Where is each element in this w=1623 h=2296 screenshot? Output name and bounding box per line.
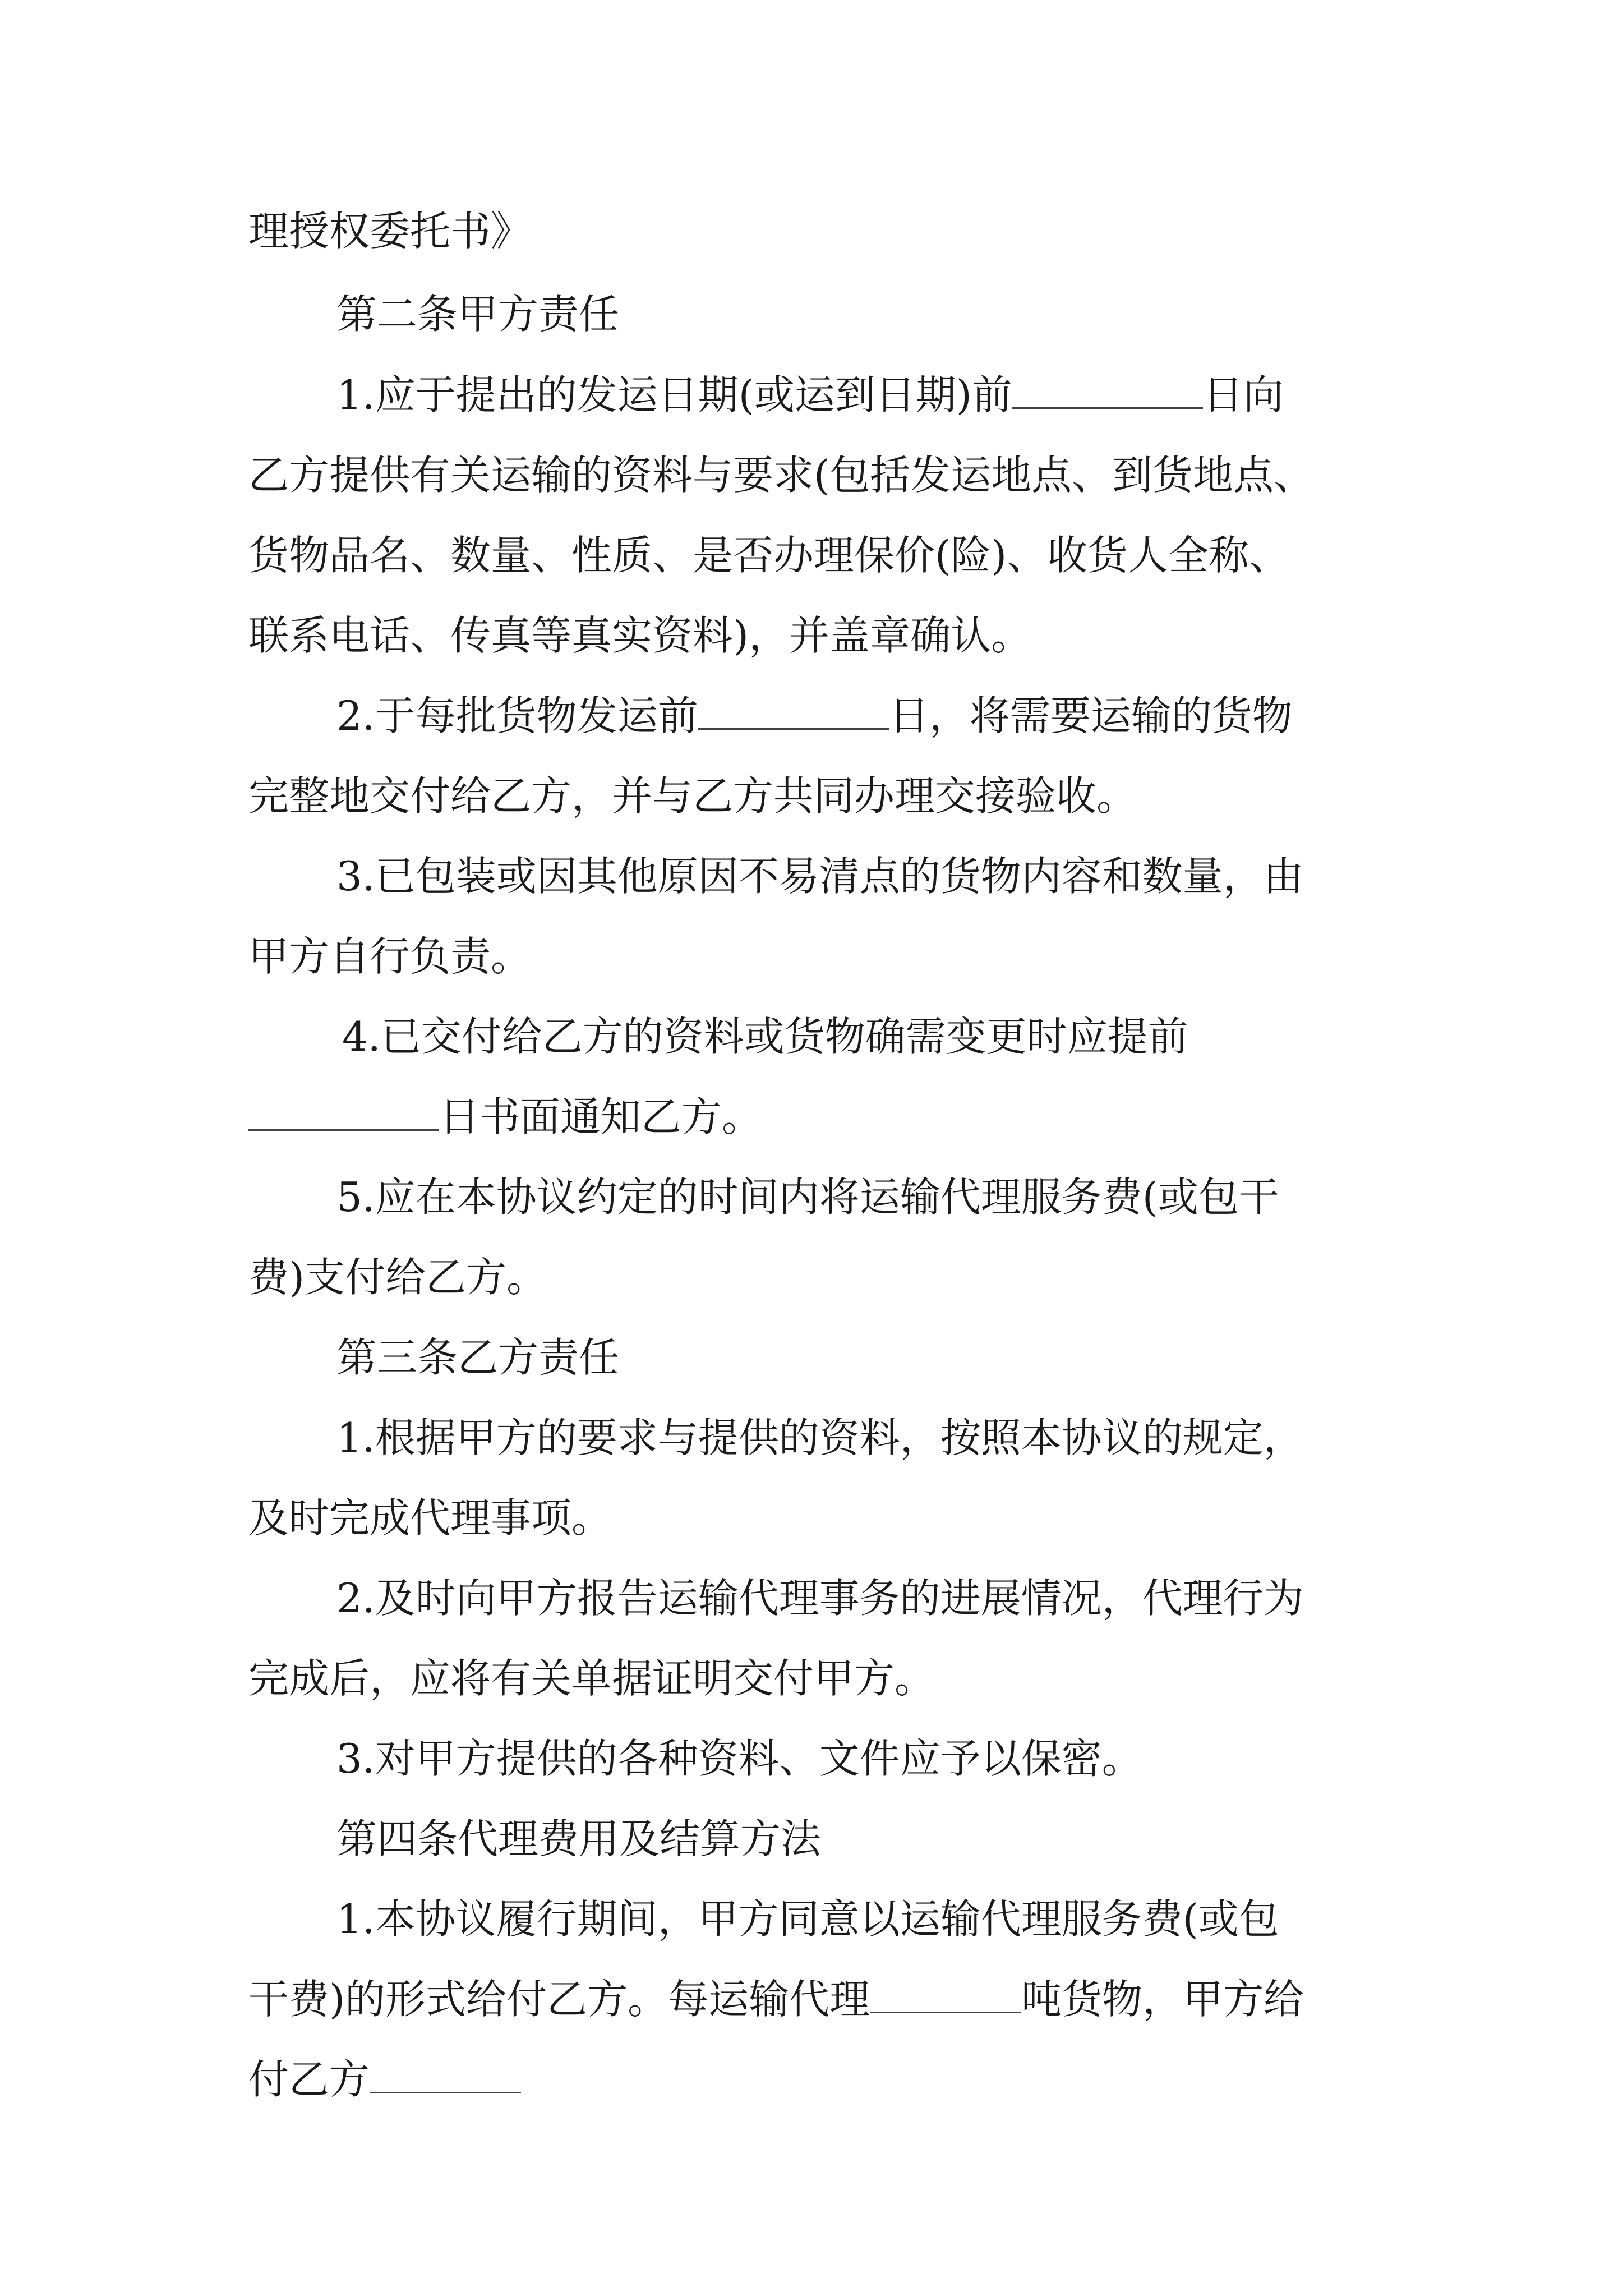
text-line [248,1089,762,1145]
text-span: 及时完成代理事项。 [248,1494,612,1542]
text-span: 第三条乙方责任 [336,1334,620,1381]
text-span: 第四条代理费用及结算方法 [336,1815,822,1862]
text-line [336,1410,1304,1466]
text-span: 1.本协议履行期间，甲方同意以运输代理服务费(或包 [336,1895,1279,1943]
text-line [336,688,1293,744]
text-span: 日向 [1202,371,1284,418]
text-line [336,1570,1304,1626]
text-span: 日书面通知乙方。 [439,1093,763,1140]
text-span: 吨货物，甲方给 [1021,1976,1304,2023]
text-line [336,367,1284,423]
fill-blank [248,1089,439,1131]
section-heading [336,1811,821,1867]
text-span: 5.应在本协议约定的时间内将运输代理服务费(或包干 [336,1174,1279,1221]
text-span: 付乙方 [248,2056,370,2103]
text-line [248,1249,547,1305]
text-line [336,1731,1142,1787]
text-line [248,527,1289,583]
text-span: 2.于每批货物发运前 [336,692,698,739]
text-span: 理授权委托书》 [248,208,532,255]
text-span: 联系电话、传真等真实资料)，并盖章确认。 [248,612,1032,659]
text-span: 1.应于提出的发运日期(或运到日期)前 [336,371,1012,418]
text-line [248,203,531,259]
text-line [248,1650,935,1706]
text-line [336,848,1304,904]
text-span: 3.已包装或因其他原因不易清点的货物内容和数量，由 [336,853,1304,900]
fill-blank [870,1971,1021,2013]
text-span: 第二条甲方责任 [336,291,620,338]
text-line [248,2051,521,2108]
text-line [342,1009,1188,1065]
text-span: 完整地交付给乙方，并与乙方共同办理交接验收。 [248,772,1137,820]
text-span: 1.根据甲方的要求与提供的资料，按照本协议的规定， [336,1414,1304,1461]
section-heading [336,286,619,342]
fill-blank [370,2051,521,2093]
fill-blank [698,688,889,730]
text-line [336,1169,1279,1225]
text-line [248,608,1031,664]
text-line [248,447,1314,503]
text-span: 货物品名、数量、性质、是否办理保价(险)、收货人全称、 [248,532,1290,579]
text-line [336,1891,1279,1947]
text-span: 日，将需要运输的货物 [888,692,1293,739]
text-span: 干费)的形式给付乙方。每运输代理 [248,1976,870,2023]
text-span: 乙方提供有关运输的资料与要求(包括发运地点、到货地点、 [248,452,1315,499]
text-line [248,1490,612,1546]
text-span: 费)支付给乙方。 [248,1254,547,1301]
text-span: 完成后，应将有关单据证明交付甲方。 [248,1655,935,1702]
text-span: 甲方自行负责。 [248,933,532,980]
text-span: 4.已交付给乙方的资料或货物确需变更时应提前 [342,1013,1188,1060]
text-span: 2.及时向甲方报告运输代理事务的进展情况，代理行为 [336,1575,1304,1622]
text-line [248,928,531,984]
text-line [248,768,1137,824]
fill-blank [1012,367,1203,409]
section-heading [336,1329,619,1386]
text-line [248,1971,1304,2027]
text-span: 3.对甲方提供的各种资料、文件应予以保密。 [336,1735,1142,1782]
